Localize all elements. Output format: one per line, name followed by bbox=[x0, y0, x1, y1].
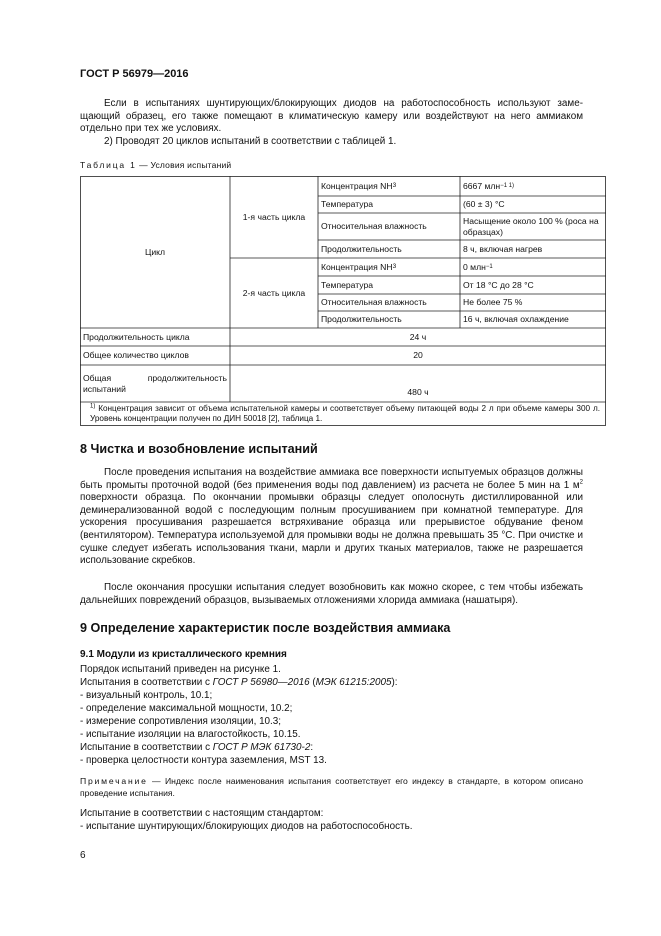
intro-step-2: 2) Проводят 20 циклов испытаний в соответствии с таблицей 1. bbox=[104, 136, 397, 147]
page-number: 6 bbox=[80, 850, 86, 861]
summary-label: Общее количество циклов bbox=[83, 350, 189, 361]
procedure-line: Испытание в соответствии с ГОСТ Р МЭК 61730-2: bbox=[80, 742, 314, 753]
value-cell: От 18 °С до 28 °С bbox=[463, 279, 534, 290]
value-cell: Насыщение около 100 % (роса на образцах) bbox=[463, 215, 599, 237]
value-cell: (60 ± 3) °С bbox=[463, 199, 505, 210]
note: Примечание — Индекс после наименования испытания соответствует его индексу в стандарте, в котором описано проведение испытания. bbox=[80, 776, 583, 798]
summary-value: 480 ч bbox=[407, 386, 429, 397]
procedure-line: - проверка целостности контура заземления, MST 13. bbox=[80, 755, 327, 766]
section-8-paragraph-1: После проведения испытания на воздействие аммиака все поверхности испытуемых образцов должны быть промыты проточной водой (без применения воды под давлением) из расчета не более 5 мин на 1 $м^2$ поверхности образца. По окончании промывки образцы следует ополоснуть дистиллированной или деминерализованной водой с последующим полным просушиванием при комнатной температуре. Для ускорения просушивания разрешается встряхивание образца или прерывистое обдувание феном (вентилятором). Температура используемой для промывки воды не должна превышать 35 °С. При очистке и сушке следует избегать использования ткани, марли и других тканых материалов, также не разрешается использование скребков. bbox=[80, 467, 583, 567]
table-footnote: $^{1)}$ Концентрация зависит от объема испытательной камеры и соответствует объему питающей воды 2 л при объеме камеры 300 л. Уровень концентрации получен по ДИН 50018 [2], таблица 1. bbox=[90, 403, 600, 424]
document-header: ГОСТ Р 56979—2016 bbox=[80, 68, 189, 80]
value-cell: 6667 млн −1 1) bbox=[463, 180, 515, 191]
procedure-line: Испытания в соответствии с ГОСТ Р 56980—2016 (МЭК 61215:2005): bbox=[80, 677, 398, 688]
section-9-1-heading: 9.1 Модули из кристаллического кремния bbox=[80, 649, 287, 660]
summary-value: 20 bbox=[413, 350, 423, 361]
value-cell: 0 млн −1 bbox=[463, 261, 493, 272]
value-cell: 16 ч, включая охлаждение bbox=[463, 314, 569, 325]
conditions-table bbox=[80, 176, 606, 426]
procedure-line: - испытание изоляции на влагостойкость, 10.15. bbox=[80, 729, 301, 740]
section-8-heading: 8 Чистка и возобновление испытаний bbox=[80, 442, 318, 456]
section-8-paragraph-2: После окончания просушки испытания следует возобновить как можно скорее, с тем чтобы избежать дальнейших повреждений образцов, вызываемых отложениями хлорида аммиака (нашатыря). bbox=[80, 582, 583, 606]
param-cell: Относительная влажность bbox=[321, 297, 427, 308]
param-cell: Продолжительность bbox=[321, 314, 402, 325]
procedure-line: - измерение сопротивления изоляции, 10.3; bbox=[80, 716, 282, 727]
param-cell: Температура bbox=[321, 199, 374, 210]
param-cell: Относительная влажность bbox=[321, 221, 427, 232]
intro-paragraph: Если в испытаниях шунтирующих/блокирующих диодов на работоспособность используют замещающий образец, его также помещают в климатическую камеру или воздействуют на него аммиаком отдельно при тех же условиях. bbox=[80, 98, 583, 135]
value-cell: Не более 75 % bbox=[463, 297, 523, 308]
section-9-heading: 9 Определение характеристик после воздействия аммиака bbox=[80, 621, 451, 635]
procedure-line: Испытание в соответствии с настоящим стандартом: bbox=[80, 808, 324, 819]
param-cell: Температура bbox=[321, 279, 374, 290]
procedure-line: - определение максимальной мощности, 10.2; bbox=[80, 703, 293, 714]
procedure-line: - визуальный контроль, 10.1; bbox=[80, 690, 213, 701]
param-cell: Продолжительность bbox=[321, 243, 402, 254]
table-caption: Таблица 1 — Условия испытаний bbox=[80, 160, 232, 170]
param-cell: Концентрация NH 3 bbox=[321, 261, 397, 272]
value-cell: 8 ч, включая нагрев bbox=[463, 243, 543, 254]
param-cell: Концентрация NH 3 bbox=[321, 180, 397, 191]
procedure-line: - испытание шунтирующих/блокирующих диодов на работоспособность. bbox=[80, 821, 413, 832]
summary-value: 24 ч bbox=[409, 331, 427, 342]
summary-label: Продолжительность цикла bbox=[83, 331, 190, 342]
summary-label: Общая продолжительность испытаний bbox=[83, 372, 227, 394]
procedure-line: Порядок испытаний приведен на рисунке 1. bbox=[80, 664, 281, 675]
cycle-cell: Цикл bbox=[144, 246, 166, 257]
part1-label: 1-я часть цикла bbox=[242, 211, 306, 222]
part2-label: 2-я часть цикла bbox=[242, 287, 306, 298]
